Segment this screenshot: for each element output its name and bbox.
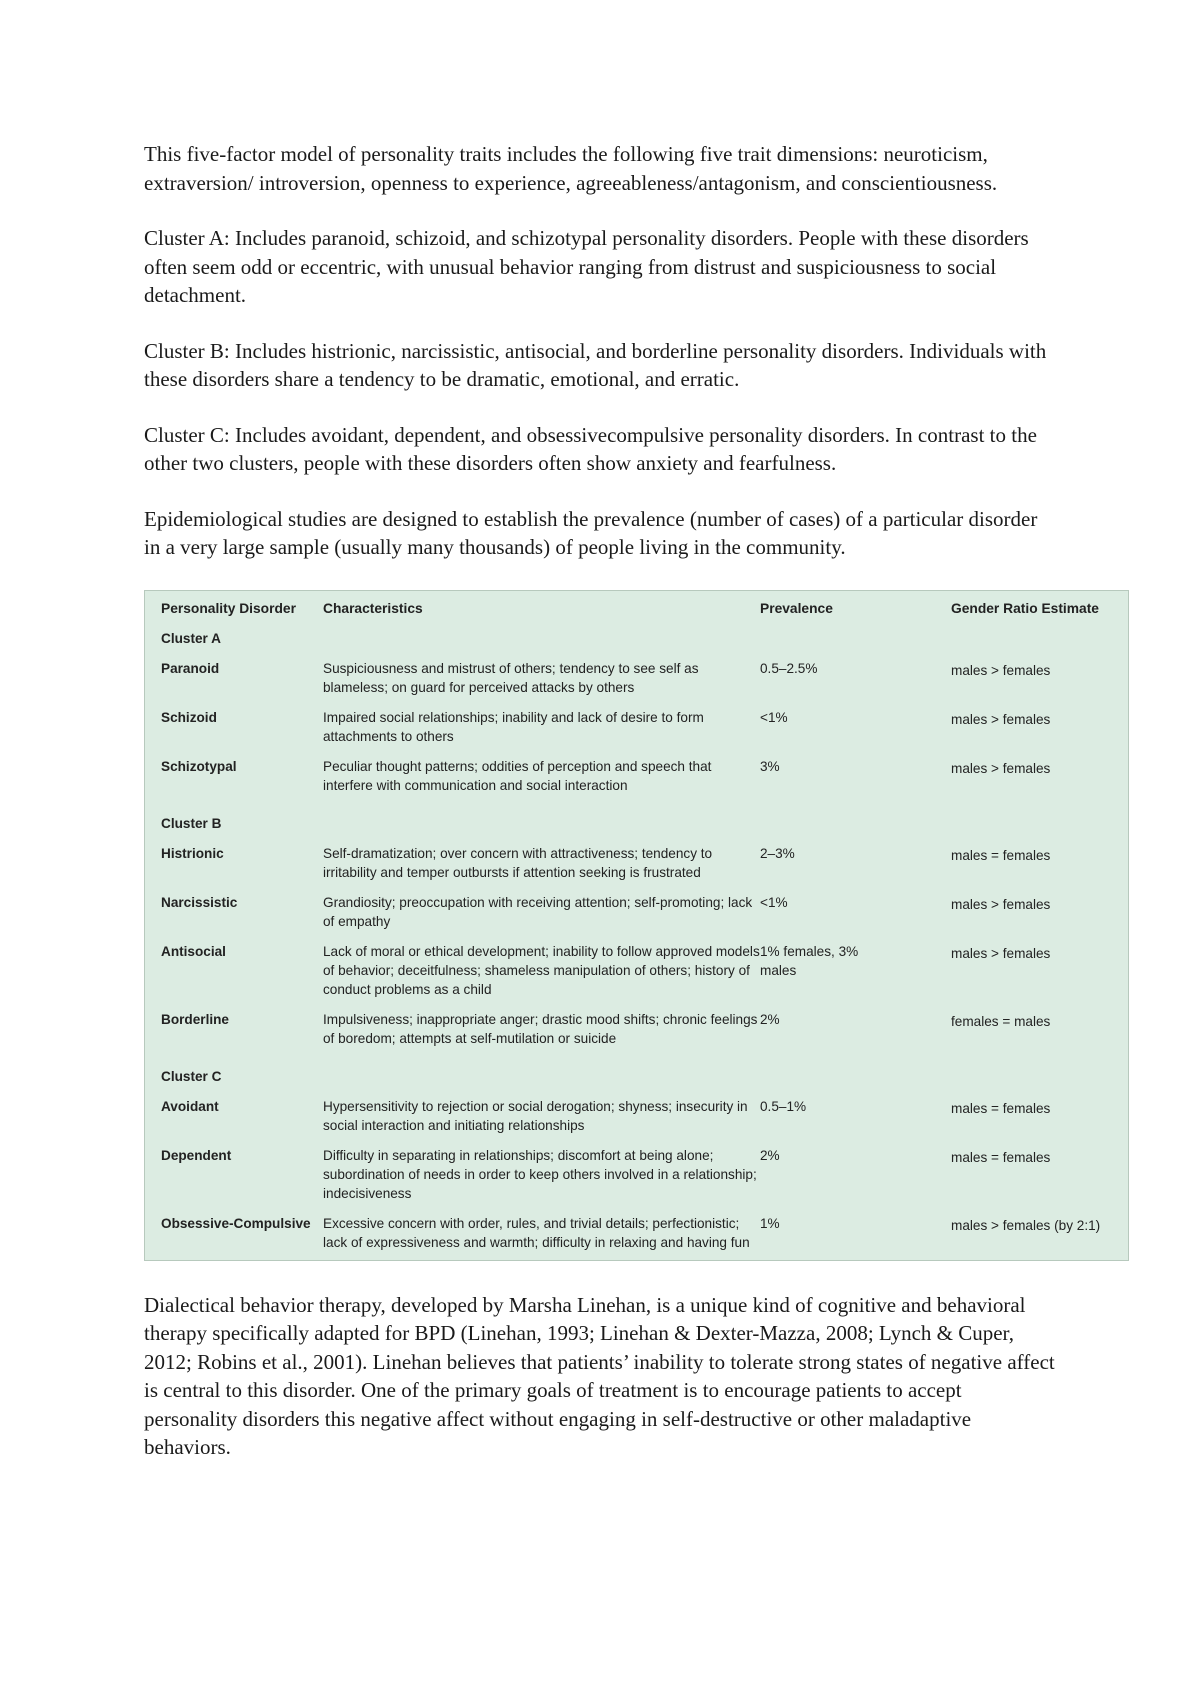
disorder-characteristics: Grandiosity; preoccupation with receiving attention; self-promoting; lack of empathy [323, 894, 753, 929]
disorder-name: Schizotypal [161, 758, 237, 774]
disorder-gender-ratio: males = females [951, 847, 1051, 863]
paragraph-dialectical-behavior-therapy: Dialectical behavior therapy, developed by Marsha Linehan, is a unique kind of cognitive and behavioral therapy specifically adapted for BPD (Linehan, 1993; Linehan & Dexter-Mazza, 2008; Lynch & Cuper, 2012; Robins et al., 2001). Linehan believes that patients’ inability to tolerate strong states of negative affect is central to this disorder. One of the primary goals of treatment is to encourage patients to accept personality disorders this negative affect without engaging in self-destructive or other maladaptive behaviors. [144, 1292, 1055, 1459]
table-row [145, 1145, 1128, 1213]
table-row [145, 1009, 1128, 1064]
disorder-gender-ratio: males = females [951, 1149, 1051, 1165]
disorder-prevalence: 1% females, 3% males [760, 943, 859, 978]
paragraph-epidemiological-studies: Epidemiological studies are designed to establish the prevalence (number of cases) of a particular disorder in a very large sample (usually many thousands) of people living in the community. [144, 506, 1038, 559]
table-row [145, 843, 1128, 892]
table-row [145, 658, 1128, 707]
disorder-name: Obsessive-Compulsive [161, 1215, 311, 1231]
disorder-characteristics: Peculiar thought patterns; oddities of perception and speech that interfere with communication and social interaction [323, 758, 712, 793]
disorder-name: Dependent [161, 1147, 232, 1163]
disorder-prevalence: <1% [760, 709, 788, 725]
cluster-label: Cluster A [161, 630, 221, 646]
disorder-prevalence: 3% [760, 758, 780, 774]
paragraph-cluster-c: Cluster C: Includes avoidant, dependent, and obsessivecompulsive personality disorders. In contrast to the other two clusters, people with these disorders often show anxiety and fearfulness. [144, 422, 1037, 475]
cluster-heading [145, 811, 1128, 843]
disorder-name: Avoidant [161, 1098, 219, 1114]
disorder-name: Narcissistic [161, 894, 238, 910]
header-personality-disorder: Personality Disorder [161, 600, 296, 616]
disorder-characteristics: Suspiciousness and mistrust of others; tendency to see self as blameless; on guard for perceived attacks by others [323, 660, 699, 695]
cluster-heading [145, 1064, 1128, 1096]
disorder-prevalence: 2% [760, 1147, 780, 1163]
disorder-characteristics: Difficulty in separating in relationships; discomfort at being alone; subordination of needs in order to keep others involved in a relationship; indecisiveness [323, 1147, 757, 1201]
disorder-gender-ratio: males > females (by 2:1) [951, 1217, 1101, 1233]
table-header-row [145, 597, 1128, 626]
disorder-gender-ratio: males > females [951, 711, 1051, 727]
disorder-gender-ratio: males > females [951, 662, 1051, 678]
disorder-name: Antisocial [161, 943, 226, 959]
disorder-characteristics: Excessive concern with order, rules, and trivial details; perfectionistic; lack of expressiveness and warmth; difficulty in relaxing and having fun [323, 1215, 750, 1250]
disorder-characteristics: Self-dramatization; over concern with attractiveness; tendency to irritability and temper outbursts if attention seeking is frustrated [323, 845, 713, 880]
disorder-prevalence: 0.5–1% [760, 1098, 807, 1114]
disorder-prevalence: 1% [760, 1215, 780, 1231]
disorder-name: Borderline [161, 1011, 229, 1027]
cluster-label: Cluster B [161, 815, 222, 831]
disorder-characteristics: Impaired social relationships; inability and lack of desire to form attachments to others [323, 709, 704, 744]
paragraph-cluster-a: Cluster A: Includes paranoid, schizoid, and schizotypal personality disorders. People with these disorders often seem odd or eccentric, with unusual behavior ranging from distrust and suspiciousness to social detachment. [144, 226, 1029, 307]
cluster-label: Cluster C [161, 1068, 222, 1084]
header-gender-ratio: Gender Ratio Estimate [951, 600, 1099, 616]
disorder-prevalence: <1% [760, 894, 788, 910]
disorder-characteristics: Lack of moral or ethical development; inability to follow approved models of behavior; deceitfulness; shameless manipulation of others; history of conduct problems as a child [323, 943, 760, 997]
personality-disorders-table [144, 590, 1129, 1261]
table-row [145, 1213, 1128, 1252]
disorder-name: Paranoid [161, 660, 220, 676]
disorder-gender-ratio: males = females [951, 1100, 1051, 1116]
cluster-heading [145, 626, 1128, 658]
disorder-gender-ratio: males > females [951, 760, 1051, 776]
table-row [145, 1096, 1128, 1145]
disorder-gender-ratio: males > females [951, 896, 1051, 912]
paragraph-cluster-b: Cluster B: Includes histrionic, narcissistic, antisocial, and borderline personality disorders. Individuals with these disorders share a tendency to be dramatic, emotional, and erratic. [144, 338, 1047, 391]
disorder-gender-ratio: males > females [951, 945, 1051, 961]
disorder-name: Schizoid [161, 709, 217, 725]
disorder-characteristics: Impulsiveness; inappropriate anger; drastic mood shifts; chronic feelings of boredom; attempts at self-mutilation or suicide [323, 1011, 758, 1046]
table-row [145, 941, 1128, 1009]
table-row [145, 756, 1128, 811]
table-row [145, 892, 1128, 941]
disorder-prevalence: 2–3% [760, 845, 795, 861]
paragraph-five-factor-model: This five-factor model of personality traits includes the following five trait dimensions: neuroticism, extraversion/ introversion, openness to experience, agreeableness/antagonism, and conscientiousness. [144, 142, 998, 195]
disorder-prevalence: 0.5–2.5% [760, 660, 818, 676]
disorder-name: Histrionic [161, 845, 224, 861]
header-characteristics: Characteristics [323, 600, 423, 616]
disorder-gender-ratio: females = males [951, 1013, 1051, 1029]
header-prevalence: Prevalence [760, 600, 833, 616]
disorder-characteristics: Hypersensitivity to rejection or social derogation; shyness; insecurity in social interaction and initiating relationships [323, 1098, 748, 1133]
document-page [144, 140, 1101, 1489]
disorder-prevalence: 2% [760, 1011, 780, 1027]
table-row [145, 707, 1128, 756]
